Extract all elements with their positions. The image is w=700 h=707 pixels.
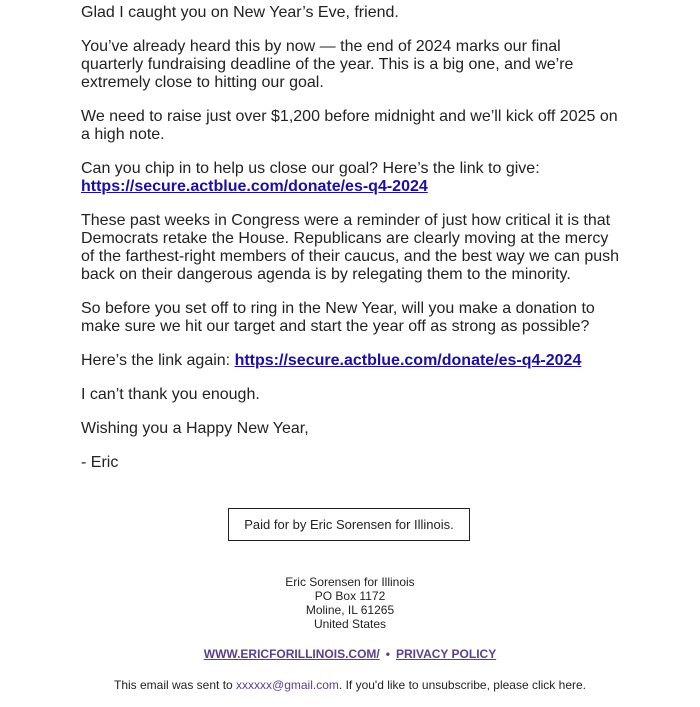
paragraph-thanks: I can’t thank you enough. xyxy=(81,386,260,403)
sent-prefix: This email was sent to xyxy=(113,678,237,692)
footer-links xyxy=(100,647,600,661)
privacy-policy-link[interactable]: PRIVACY POLICY xyxy=(395,647,497,661)
address-line1: PO Box 1172 xyxy=(314,589,386,603)
paragraph-chip-in xyxy=(81,160,626,196)
mailing-address xyxy=(200,575,500,631)
website-link[interactable]: WWW.ERICFORILLINOIS.COM/ xyxy=(203,647,380,661)
paragraph-goal: We need to raise just over $1,200 before midnight and we’ll kick off 2025 on a high note. xyxy=(81,108,618,143)
email-body xyxy=(81,4,626,488)
paid-for-disclaimer: Paid for by Eric Sorensen for Illinois. xyxy=(228,508,470,541)
paragraph-wishes: Wishing you a Happy New Year, xyxy=(81,420,309,437)
unsubscribe-text[interactable]: . If you'd like to unsubscribe, please click here. xyxy=(338,678,586,692)
recipient-email: xxxxxx@gmail.com xyxy=(236,678,339,692)
link-again-text: Here’s the link again: xyxy=(81,352,235,369)
donate-link-again[interactable]: https://secure.actblue.com/donate/es-q4-2024 xyxy=(234,352,582,369)
paragraph-congress: These past weeks in Congress were a reminder of just how critical it is that Democrats retake the House. Republicans are clearly moving at the mercy of the farthest-right members of their caucus, and the best way we can push back on their dangerous agenda is by relegating them to the minority. xyxy=(81,212,620,283)
paragraph-deadline: You’ve already heard this by now — the end of 2024 marks our final quarterly fundraising deadline of the year. This is a big one, and we’re extremely close to hitting our goal. xyxy=(81,38,574,91)
greeting: Glad I caught you on New Year’s Eve, friend. xyxy=(81,4,399,21)
link-separator: • xyxy=(385,647,390,661)
unsubscribe-notice xyxy=(50,678,650,692)
address-line2: Moline, IL 61265 xyxy=(305,603,395,617)
address-org: Eric Sorensen for Illinois xyxy=(285,575,415,589)
address-country: United States xyxy=(313,617,387,631)
donate-link[interactable]: https://secure.actblue.com/donate/es-q4-2024 xyxy=(81,178,428,195)
paragraph-new-year: So before you set off to ring in the New Year, will you make a donation to make sure we hit our target and start the year off as strong as possible? xyxy=(81,300,595,335)
paragraph-link-again xyxy=(81,352,626,370)
signature: - Eric xyxy=(81,454,119,471)
chip-in-text: Can you chip in to help us close our goal? Here’s the link to give: xyxy=(81,160,540,177)
